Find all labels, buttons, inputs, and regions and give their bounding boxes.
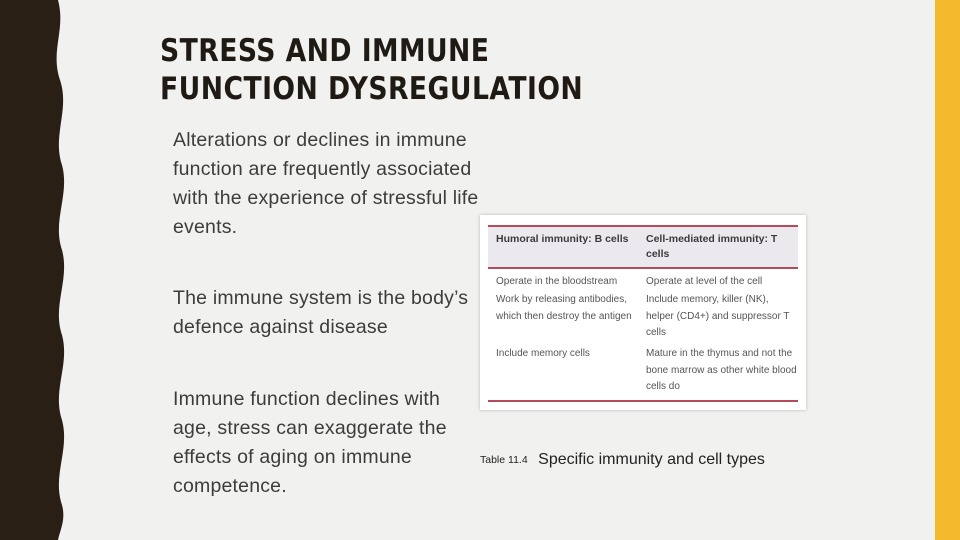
table-top-rule (488, 225, 798, 227)
table-caption-number: Table 11.4 (480, 454, 528, 466)
paragraph-stress-immune: Alterations or declines in immune function are frequently associated with the experience of stressful life events. (173, 129, 479, 238)
table-cell: Operate at level of the cell (646, 276, 763, 287)
table-cell: Operate in the bloodstream (496, 276, 618, 287)
table-cell: Include memory, killer (NK), helper (CD4+) and suppressor T cells (646, 294, 790, 338)
decorative-right-band (935, 0, 960, 540)
immunity-table-image (480, 215, 806, 410)
table-cell: Include memory cells (496, 348, 590, 359)
table-cell: Work by releasing antibodies, which then destroy the antigen (496, 294, 632, 322)
table-bottom-rule (488, 400, 798, 402)
paragraph-aging: Immune function declines with age, stress can exaggerate the effects of aging on immune competence. (173, 388, 447, 497)
decorative-left-band (0, 0, 70, 540)
table-header-humoral: Humoral immunity: B cells (496, 233, 629, 245)
table-caption-title: Specific immunity and cell types (538, 451, 765, 468)
paragraph-immune-system: The immune system is the body’s defence against disease (173, 287, 469, 338)
table-header-rule (488, 267, 798, 269)
slide-title: STRESS AND IMMUNE FUNCTION DYSREGULATION (160, 33, 584, 107)
table-header-cell-mediated: Cell-mediated immunity: T cells (646, 233, 778, 260)
table-caption (480, 451, 765, 469)
table-cell: Mature in the thymus and not the bone marrow as other white blood cells do (646, 348, 797, 392)
